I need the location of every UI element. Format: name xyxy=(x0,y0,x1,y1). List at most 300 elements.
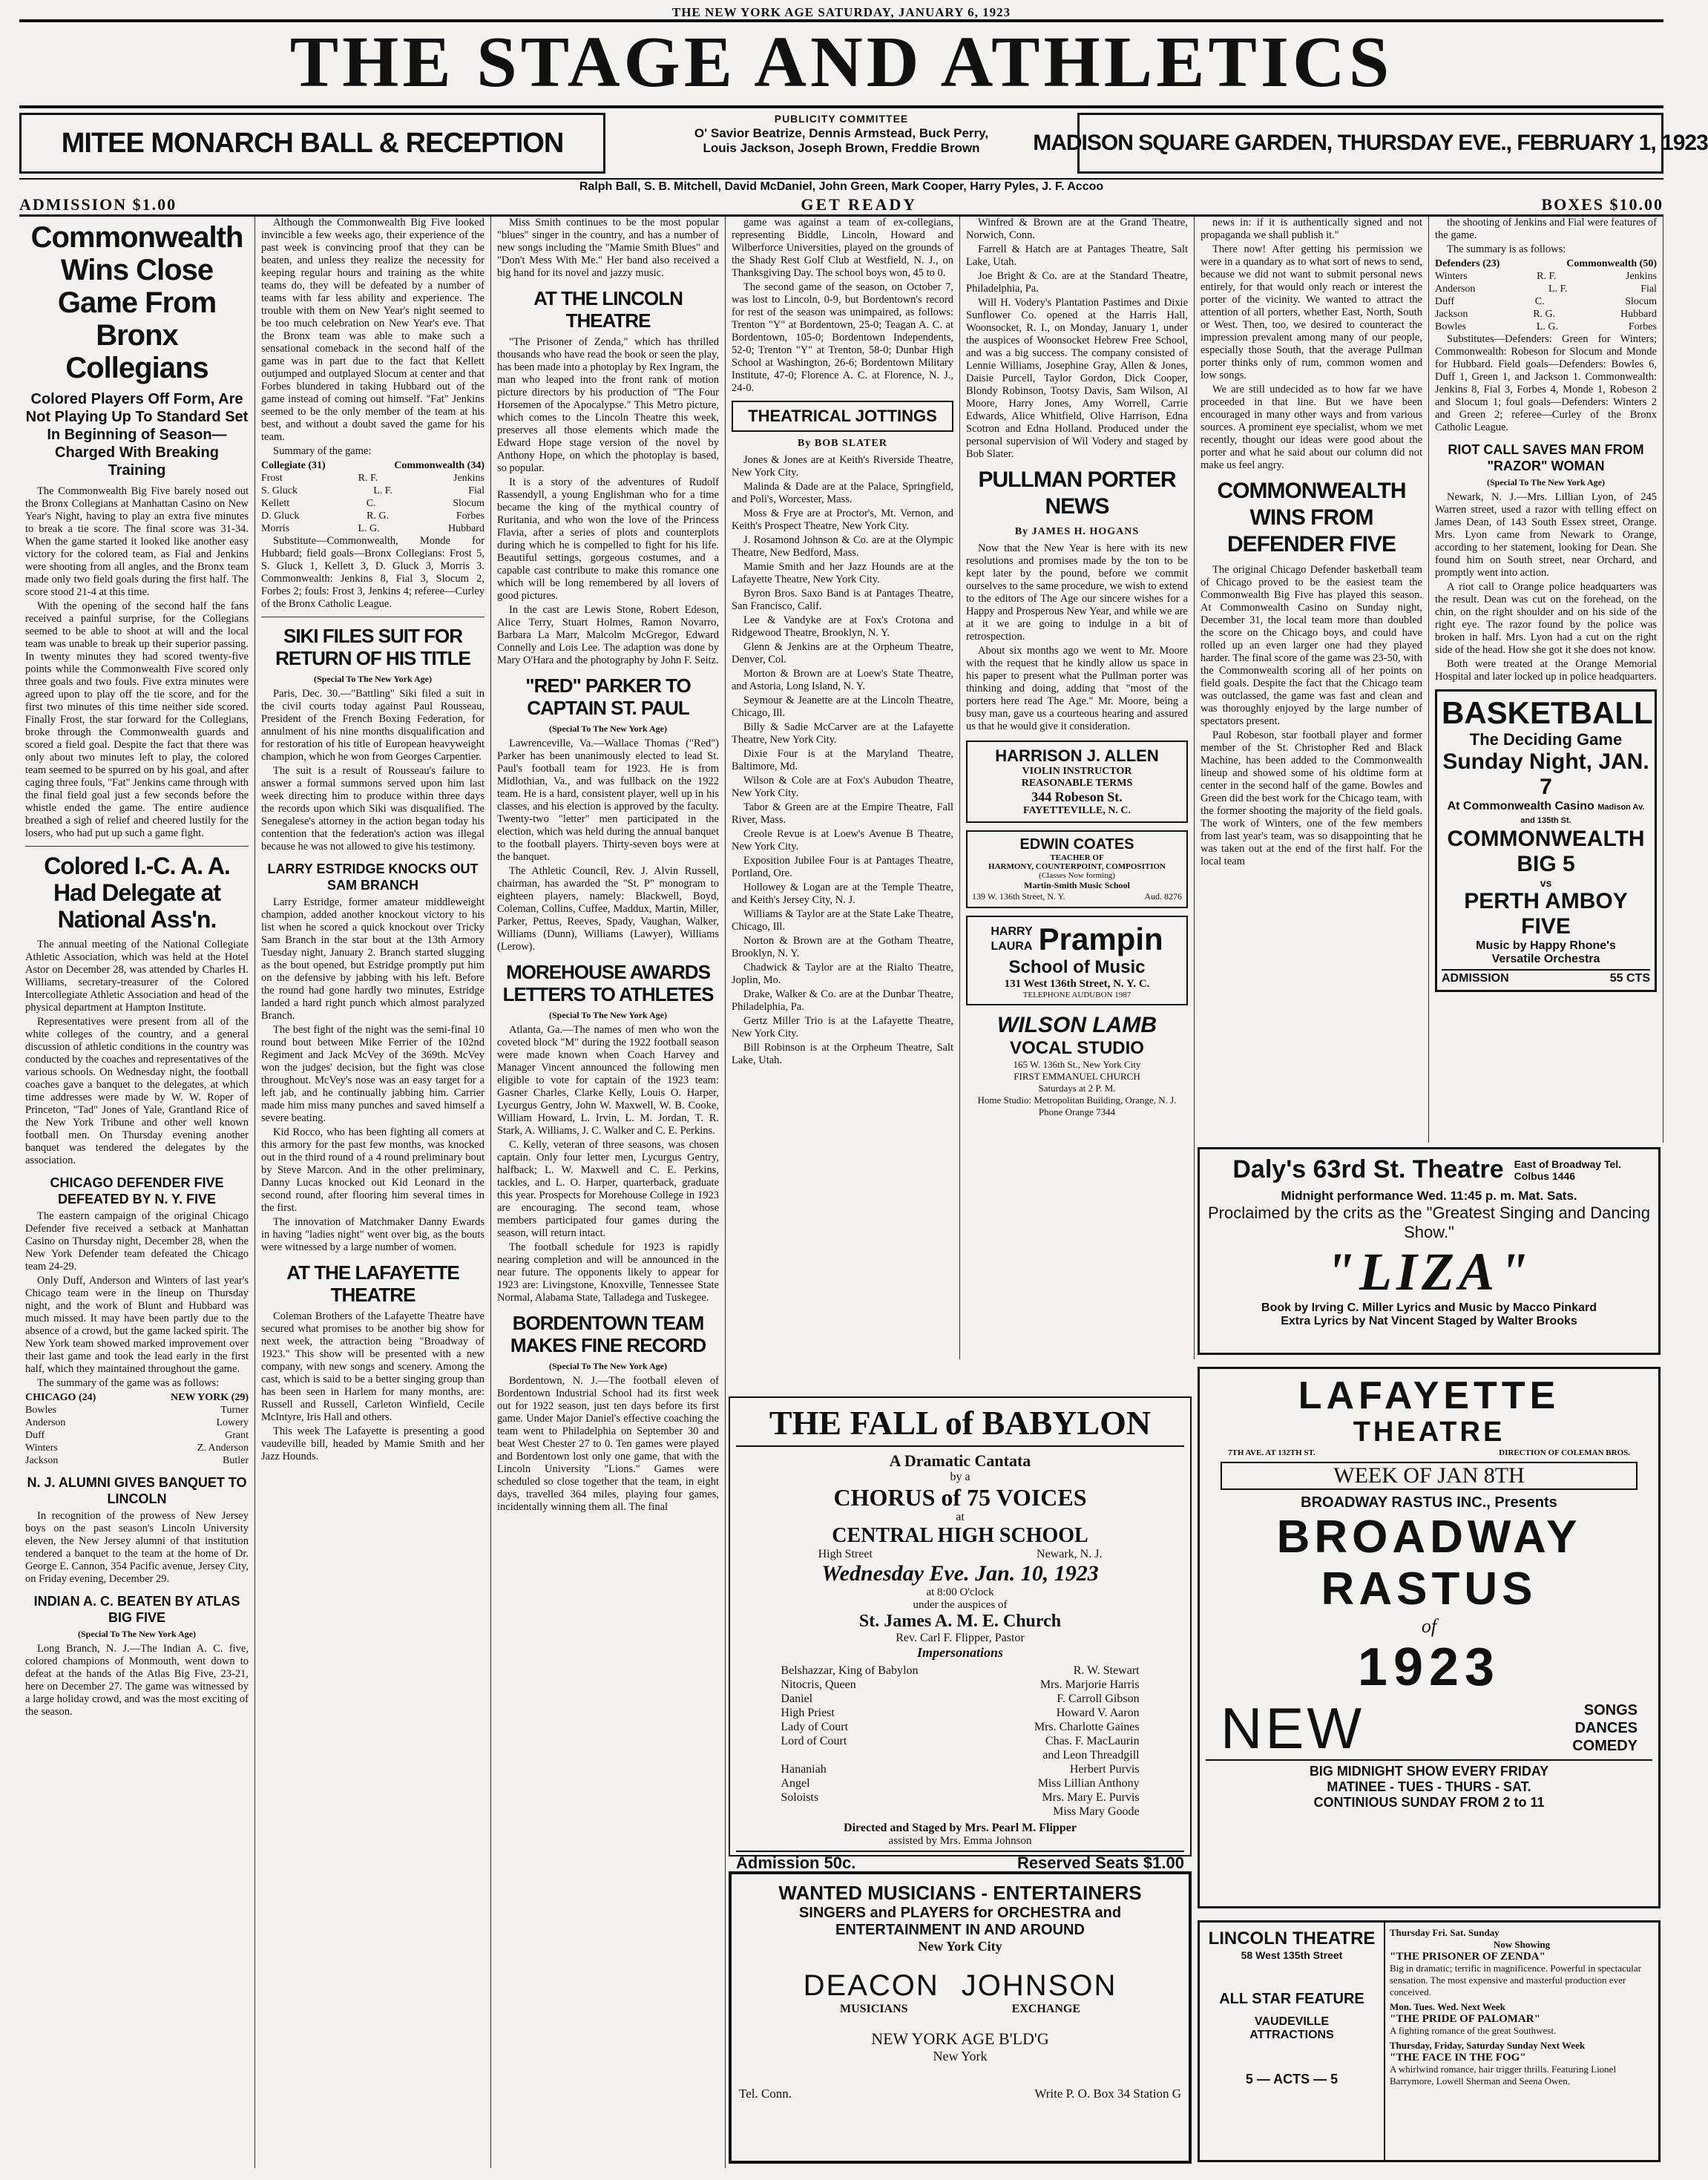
ad-line: Midnight performance Wed. 11:45 p. m. Mat. Sats. xyxy=(1281,1189,1577,1203)
ad-line: SINGERS and PLAYERS for ORCHESTRA and xyxy=(798,1905,1122,1921)
paragraph: In the cast are Lewis Stone, Robert Edeson, Alice Terry, Stuart Holmes, Ramon Novarro, Barbara La Marr, Malcolm McGregor, Edward Connelly and Lois Lee. The adaption was done by Mary O'Hara and the photography by John F. Seitz. xyxy=(497,604,719,666)
player: Jackson xyxy=(1435,309,1468,320)
ad-line: CHORUS of 75 VOICES xyxy=(833,1484,1087,1511)
ad-line: at xyxy=(956,1511,965,1523)
role: Daniel xyxy=(781,1693,813,1705)
box-score xyxy=(25,1391,249,1467)
player: Z. Anderson xyxy=(197,1442,249,1454)
headline: INDIAN A. C. BEATEN BY ATLAS BIG FIVE xyxy=(33,1594,240,1625)
ad-line: assisted by Mrs. Emma Johnson xyxy=(888,1835,1032,1847)
ad-line: A fighting romance of the great Southwest. xyxy=(1390,2025,1557,2036)
column-1 xyxy=(19,217,255,2168)
paragraph: Summary of the game: xyxy=(273,445,372,457)
ad-line: 5 — ACTS — 5 xyxy=(1245,2072,1339,2087)
ad-line: MATINEE - TUES - THURS - SAT. xyxy=(1327,1779,1531,1794)
columns-grid xyxy=(19,217,1663,2168)
ad-line: REASONABLE TERMS xyxy=(1021,778,1133,789)
paragraph: About six months ago we went to Mr. Moore with the request that he kindly allow us space in his paper to present what the Pullman porter was thinking and doing, adding that "most of the porters here read The Age." Mr. Moore, being a busy man, gave us a courteous hearing and assured us that he would give it consideration. xyxy=(966,645,1188,732)
list-item: Morton & Brown are at Loew's State Theatre, and Astoria, Long Island, N. Y. xyxy=(732,668,953,692)
sub-banner xyxy=(19,194,1663,217)
ad-line: PERTH AMBOY FIVE xyxy=(1464,889,1628,939)
ad-line: COMEDY xyxy=(1572,1738,1638,1754)
list-item: Farrell & Hatch are at Pantages Theatre, Salt Lake, Utah. xyxy=(966,243,1188,268)
article-body xyxy=(497,1375,719,1514)
list-item: Dixie Four is at the Maryland Theatre, Baltimore, Md. xyxy=(732,748,953,772)
headline: RIOT CALL SAVES MAN FROM "RAZOR" WOMAN xyxy=(1448,442,1644,473)
performer: Mrs. Charlotte Gaines xyxy=(1034,1721,1140,1733)
team-right: NEW YORK (29) xyxy=(171,1392,249,1403)
ad-line: Rev. Carl F. Flipper, Pastor xyxy=(896,1632,1025,1644)
paragraph: It is a story of the adventures of Rudolf Rassendyll, a young Englishman who for a time became the king of the mythical country of Ruritania, and who won the love of the Princess Flavia, after a series of plots and counterplots during which he is compelled to fight for his life. Beautiful settings, gorgeous costumes, and a capable cast contribute to make this romance one which will be long remembered by all lovers of good pictures. xyxy=(497,476,719,602)
ad-line: At Commonwealth Casino xyxy=(1447,800,1594,812)
player: Slocum xyxy=(453,498,485,509)
ad-line: of xyxy=(1421,1615,1437,1637)
player: Lowery xyxy=(216,1417,249,1428)
headline: AT THE LAFAYETTE THEATRE xyxy=(286,1261,459,1306)
ad-line: WEEK OF JAN 8TH xyxy=(1221,1462,1638,1490)
paragraph: The best fight of the night was the semi-final 10 round bout between Mike Ferrier of the 102nd Regiment and Jack McVey of the 369th. McVey won the judges' decision, but the fight was close throughout. McVey's nose was an easy target for a left jab, and he continually jabbing him. Carrier made him miss many punches and saved himself a severe beating. xyxy=(261,1024,485,1124)
performer: F. Carroll Gibson xyxy=(1057,1693,1140,1705)
ad-line: "THE PRISONER OF ZENDA" xyxy=(1390,1951,1546,1963)
ad-line: School of Music xyxy=(1008,957,1146,977)
ad-line: ENTERTAINMENT IN AND AROUND xyxy=(835,1922,1085,1938)
ad-line: TELEPHONE AUDUBON 1987 xyxy=(1022,991,1131,999)
ad-line: Newark, N. J. xyxy=(1037,1548,1103,1560)
ad-show-name: "LIZA" xyxy=(1325,1242,1533,1301)
ad-line: NEW YORK AGE B'LD'G xyxy=(871,2029,1049,2048)
article-body xyxy=(25,485,249,840)
article-body xyxy=(1435,217,1657,256)
headline: CHICAGO DEFENDER FIVE DEFEATED BY N. Y. FIVE xyxy=(50,1175,224,1206)
performer: Mrs. Marjorie Harris xyxy=(1039,1678,1140,1691)
article-body xyxy=(25,1643,249,1718)
article-body xyxy=(497,336,719,667)
list-item: Chadwick & Taylor are at the Rialto Theatre, Joplin, Mo. xyxy=(732,962,953,986)
paragraph: Atlanta, Ga.—The names of men who won the coveted block "M" during the 1922 football season were made known when Coach Harvey and Manager Vincent announced the following men eligible to vote for captain of the 1923 team: Gasner Charles, Clarke Kelly, Louis O. Harper, Lycurgus Gentry, John W. Maxwell, W. B. Cooke, William Howard, L. Irvin, L. M. Jordan, T. R. Stark, A. Williams, J. C. Walker and C. E. Perkins. xyxy=(497,1024,719,1137)
paragraph: The innovation of Matchmaker Danny Ewards in having "ladies night" went over big, as the bouts were witnessed by a large number of women. xyxy=(261,1216,485,1253)
ad-line: by a xyxy=(950,1471,970,1483)
performer: Miss Mary Goode xyxy=(1053,1805,1140,1818)
ad-line: 7TH AVE. AT 132TH ST. xyxy=(1228,1448,1316,1457)
player: Grant xyxy=(225,1430,249,1441)
player: Kellett xyxy=(261,498,290,509)
headline: AT THE LINCOLN THEATRE xyxy=(533,287,683,332)
ad-name: EDWIN COATES xyxy=(1019,836,1134,853)
player: Fial xyxy=(468,485,485,496)
ad-title: THEATRE xyxy=(1353,1416,1505,1448)
player: Jenkins xyxy=(1626,271,1657,282)
ad-wanted-musicians xyxy=(729,1871,1192,2164)
ad-line: Book by Irving C. Miller Lyrics and Music by Macco Pinkard xyxy=(1261,1301,1597,1314)
article-body xyxy=(25,1510,249,1586)
ad-line: Now Showing xyxy=(1493,1939,1551,1950)
player: Forbes xyxy=(456,510,485,522)
player: Fial xyxy=(1640,283,1657,295)
ad-show-name: RASTUS xyxy=(1321,1563,1537,1615)
kicker: (Special To The New York Age) xyxy=(548,1010,667,1020)
headline: Colored I.-C. A. A. Had Delegate at National Ass'n. xyxy=(44,853,230,933)
ad-prampin xyxy=(966,916,1188,1005)
headline: PULLMAN PORTER NEWS xyxy=(978,467,1176,519)
performer: Mrs. Mary E. Purvis xyxy=(1042,1791,1140,1804)
ad-line: FIRST EMMANUEL CHURCH xyxy=(1014,1071,1140,1082)
ad-line: SONGS xyxy=(1583,1702,1638,1718)
paragraph: Representatives were present from all of the white colleges of the country, and a general discussion of athletic conditions in the country was conducted by the coaches and representatives of the various schools. On Wednesday night, the football coaches gave a banquet to the delegates, at which time addresses were made by W. W. Roper of Princeton, "Tad" Jones of Yale, Grantland Rice of the New York Tribune and other well known football men. On Thursday evening another banquet was tendered the delegates by the association. xyxy=(25,1016,249,1166)
ad-line: under the auspices of xyxy=(913,1599,1008,1611)
committee-line: Louis Jackson, Joseph Brown, Freddie Brown xyxy=(703,141,980,155)
article-body xyxy=(497,217,719,280)
jottings-title-box xyxy=(732,401,953,432)
ad-line: New York City xyxy=(918,1939,1002,1954)
ad-line: HARMONY, COUNTERPOINT, COMPOSITION xyxy=(988,862,1166,871)
paragraph: Both were treated at the Orange Memorial Hospital and later locked up in police headquarters. xyxy=(1435,658,1657,683)
byline: By JAMES H. HOGANS xyxy=(1014,526,1140,537)
headline: N. J. ALUMNI GIVES BANQUET TO LINCOLN xyxy=(27,1475,247,1506)
ad-line: High Street xyxy=(818,1548,873,1560)
committee-line: O' Savior Beatrize, Dennis Armstead, Buck Perry, xyxy=(694,126,989,140)
paragraph: The Commonwealth Big Five barely nosed out the Bronx Collegians at Manhattan Casino on New Year's Night, having to play an extra five minutes to break a tie score. The final score was 31-34. When the game started it looked like another easy victory for the colored team, as Fial and Jenkins were shooting from all angles, and the Bronx team made only two field goals during the first half. The score stood 21-4 at this time. xyxy=(25,485,249,598)
team-right: Commonwealth (50) xyxy=(1566,258,1657,269)
top-banner-ad xyxy=(19,108,1708,180)
list-item: Bill Robinson is at the Orpheum Theatre, Salt Lake, Utah. xyxy=(732,1042,953,1066)
ad-line: BROADWAY RASTUS INC., Presents xyxy=(1301,1494,1557,1511)
ad-line: FAYETTEVILLE, N. C. xyxy=(1022,805,1131,816)
ad-line: MUSICIANS xyxy=(839,2003,908,2015)
ad-line: Proclaimed by the crits as the "Greatest Singing and Dancing Show." xyxy=(1207,1204,1650,1241)
paragraph: There now! After getting his permission we were in a quandary as to what sort of news to send, because we did not want to submit personal news entirely, for that would only reach or interest the porter of the vicinity. We wanted to attract the attention of all porters, whether East, North, South or West. Then, too, we desired to counteract the impression prevalent among many of our people, especially those South, that the average Pullman porter thinks only of rum, common women and low songs. xyxy=(1200,243,1422,381)
list-item: Glenn & Jenkins are at the Orpheum Theatre, Denver, Col. xyxy=(732,641,953,666)
ad-line: DIRECTION OF COLEMAN BROS. xyxy=(1499,1448,1630,1457)
headline: BORDENTOWN TEAM MAKES FINE RECORD xyxy=(510,1312,706,1356)
ad-name: HARRISON J. ALLEN xyxy=(995,746,1159,765)
paragraph: Paris, Dec. 30.—"Battling" Siki filed a suit in the civil courts today against Paul Rousseau, President of the French Boxing Federation, for annulment of his nine months disqualification and for restoration of his title of European heavyweight champion, which he won from Georges Carpentier. xyxy=(261,688,485,763)
performer: Herbert Purvis xyxy=(1069,1763,1140,1776)
list-item: Norton & Brown are at the Gotham Theatre, Brooklyn, N. Y. xyxy=(732,935,953,959)
masthead-title: THE STAGE AND ATHLETICS xyxy=(289,22,1393,102)
list-item: Malinda & Dade are at the Palace, Springfield, and Poli's, Worcester, Mass. xyxy=(732,481,953,505)
banner-left: MITEE MONARCH BALL & RECEPTION xyxy=(19,113,605,174)
article-body xyxy=(966,217,1188,461)
ad-line: Saturdays at 2 P. M. xyxy=(1038,1083,1116,1094)
ad-line: HARRY xyxy=(991,925,1033,938)
paragraph: Only Duff, Anderson and Winters of last year's Chicago team were in the lineup on Thursday night, and the work of Blunt and Hubbard was much missed. It may have been partly due to the absence of a crowd, but the game lacked spirit. The New York team showed marked improvement over their last game and took the lead early in the first half, which they maintained throughout the game. xyxy=(25,1275,249,1375)
list-item: J. Rosamond Johnson & Co. are at the Olympic Theatre, New Bedford, Mass. xyxy=(732,534,953,559)
get-ready-text: GET READY xyxy=(801,194,918,214)
paragraph: The annual meeting of the National Collegiate Athletic Association, which was held at the Hotel Astor on December 28, was attended by Charles H. Williams, secretary-treasurer of the Colored Intercollegiate Athletic Association and head of the physical department at Hampton Institute. xyxy=(25,939,249,1014)
ad-line: Music by Happy Rhone's xyxy=(1476,939,1616,952)
list-item: Winfred & Brown are at the Grand Theatre, Norwich, Conn. xyxy=(966,217,1188,241)
ad-show-name: BROADWAY xyxy=(1276,1511,1582,1563)
list-item: Gertz Miller Trio is at the Lafayette Theatre, New York City. xyxy=(732,1015,953,1040)
ad-name: DEACON xyxy=(803,1969,939,2002)
list-item: Tabor & Green are at the Empire Theatre, Fall River, Mass. xyxy=(732,801,953,826)
ad-line: New York xyxy=(933,2049,988,2064)
kicker: (Special To The New York Age) xyxy=(1486,477,1605,487)
position: L. F. xyxy=(373,485,392,496)
paragraph: The football schedule for 1923 is rapidly nearing completion and will be announced in the near future. The opponents likely to appear for 1923 are: Livingstone, Knoxville, Tennessee State Normal, Alabama State, Talladega and Tuskegee. xyxy=(497,1241,719,1304)
ad-name: WILSON LAMB xyxy=(997,1013,1157,1037)
article-body xyxy=(261,217,485,458)
ad-line: EXCHANGE xyxy=(1011,2003,1081,2015)
role: Lady of Court xyxy=(781,1721,849,1733)
team-left: Collegiate (31) xyxy=(261,460,326,471)
headline: COMMONWEALTH WINS FROM DEFENDER FIVE xyxy=(1217,479,1406,557)
article-body xyxy=(261,896,485,1254)
position: L. G. xyxy=(358,523,380,534)
paragraph: Coleman Brothers of the Lafayette Theatre have secured what promises to be another big show for next week, the attraction being "Broadway of 1923." This show will be presented with a new company, with new songs and scenery. Among the cast, which is said to be a better singing group than has been seen in Harlem for many months, are: Russell and Russell, Carleton Winfield, Cecile McIntyre, Iris Hall and others. xyxy=(261,1310,485,1423)
paragraph: The original Chicago Defender basketball team of Chicago proved to be the easiest team the Commonwealth Big Five has played this season. At Commonwealth Casino on Sunday night, December 31, the local team more than doubled the score on the Chicago boys, and could have rolled up an even larger one had they played harder. The final score of the game was 23-50, with the Commonwealth scoring all of her points on field goals. Despite the fact that the Chicago team was outclassed, the game was fast and clean and was thoroughly enjoyed by the large number of spectators present. xyxy=(1200,564,1422,727)
paragraph: Newark, N. J.—Mrs. Lillian Lyon, of 245 Warren street, used a razor with telling effect on James Dean, of 143 South Essex street, Orange. Mrs. Lyon came from Newark to Orange, according to her statement, looking for Dean. She found him on South street, near Orchard, and promptly went into action. xyxy=(1435,491,1657,579)
article-body xyxy=(732,217,953,395)
paragraph: The suit is a result of Rousseau's failure to answer a formal summons served upon him last week directing him to produce within three days the records upon which Siki was disqualified. The Senegalese's attorney in the action began today his contention that the federation's action was illegal because he was not allowed to give his testimony. xyxy=(261,765,485,853)
ad-line: The Deciding Game xyxy=(1469,730,1623,749)
admission-text: ADMISSION $1.00 xyxy=(19,194,177,214)
role: Soloists xyxy=(781,1791,819,1804)
article-body xyxy=(261,1310,485,1463)
paragraph: Will H. Vodery's Plantation Pastimes and Dixie Sunflower Co. opened at the Harris Hall, Woonsocket, R. I., on Monday, January 1, under the auspices of Woonsocket Hebrew Free School, and was a big success. The company consisted of Lennie Williams, Josephine Gray, Allen & Jones, Daisie Purcell, Taylor Gordon, Dick Cooper, Blondy Robinson, Tootsy Davis, Sam Wilson, Al Moore, Harry Jones, Amy Worrell, Carrie Edwards, Alice Whitfield, Olive Harrison, Edna Scotron and Edna Holland. Produced under the personal supervision of Wil Vodery and staged by Bob Slater. xyxy=(966,297,1188,460)
list-item: Jones & Jones are at Keith's Riverside Theatre, New York City. xyxy=(732,454,953,479)
article-body xyxy=(1200,564,1422,868)
role: Hananiah xyxy=(781,1763,827,1776)
ad-title: Daly's 63rd St. Theatre xyxy=(1232,1155,1504,1183)
ad-wilson-lamb xyxy=(966,1013,1188,1118)
ad-name: Prampin xyxy=(1038,922,1163,956)
paragraph: game was against a team of ex-collegians, representing Biddle, Lincoln, Howard and Wilberforce Universities, played on the grounds of the Shady Rest Golf Club at Westfield, N. J., on Thanksgiving Day. The school boys won, 45 to 0. xyxy=(732,217,953,279)
byline: By BOB SLATER xyxy=(798,438,887,449)
paragraph: Lawrenceville, Va.—Wallace Thomas ("Red") Parker has been unanimously elected to lead St. Paul's football team for 1923. He is from Midlothian, Va., and was fullback on the 1922 team. He is a hard, consistent player, well up in his classes, and his election is approved by the faculty. Twenty-two "letter" men participated in the election, which was held during the annual banquet to the football players. Thirty-seven boys were at the banquet. xyxy=(497,738,719,863)
paragraph: The second game of the season, on October 7, was lost to Lincoln, 0-9, but Bordentown's record for rest of the season was unimpaired, as follows: Trenton "Y" at Bordentown, 25-0; Teagan A. C. at Bordentown, 105-0; Bordentown Independents, 52-0; Trenton "Y" at Trenton, 58-0; Dunbar High School at Washington, 26-6; Bordentown Military Institute, 47-0; Florence A. C. at Florence, N. J., 24-0. xyxy=(732,281,953,394)
article-body xyxy=(497,738,719,953)
list-item: Byron Bros. Saxo Band is at Pantages Theatre, San Francisco, Calif. xyxy=(732,588,953,612)
column-7 xyxy=(1429,217,1663,1143)
ad-line: Wednesday Eve. Jan. 10, 1923 xyxy=(821,1561,1099,1586)
column-6 xyxy=(1195,217,1429,1143)
ad-line: A Dramatic Cantata xyxy=(889,1451,1031,1470)
ad-lafayette-theatre xyxy=(1198,1367,1661,1908)
performer: Miss Lillian Anthony xyxy=(1037,1777,1140,1790)
player: Jackson xyxy=(25,1455,59,1466)
list-item: Drake, Walker & Co. are at the Dunbar Theatre, Philadelphia, Pa. xyxy=(732,988,953,1013)
list-item: Seymour & Jeanette are at the Lincoln Theatre, Chicago, Ill. xyxy=(732,695,953,719)
performer: Chas. F. MacLaurin xyxy=(1045,1735,1140,1747)
paragraph: The Athletic Council, Rev. J. Alvin Russell, chairman, has awarded the "St. P" monogram to eighteen players, namely: Blackwell, Boyd, Coleman, Collins, Cuffee, Maddux, Martin, Miller, Parker, Pettus, Reeves, Spady, Vaughan, Walker, Williams (Dunn), Williams (Lawyer), Williams (Lerow). xyxy=(497,865,719,953)
paragraph: We are still undecided as to how far we have proceeded in that line. But we have been encouraged in many other ways and from various sources. A prominent eye specialist, whom we met recently, thought our ideas were good about the porter and what he said about our column did not make us feel angry. xyxy=(1200,384,1422,471)
ad-line: "THE FACE IN THE FOG" xyxy=(1390,2052,1526,2064)
ad-line: DANCES xyxy=(1574,1720,1638,1736)
article-body xyxy=(261,535,485,611)
ad-lincoln-theatre xyxy=(1198,1920,1661,2162)
team-left: CHICAGO (24) xyxy=(25,1392,96,1403)
position: L. F. xyxy=(1548,283,1568,295)
ad-line: vs xyxy=(1540,877,1552,889)
article-body xyxy=(1435,333,1657,434)
player: Forbes xyxy=(1628,321,1657,332)
ad-line: at 8:00 O'clock xyxy=(926,1586,994,1598)
ad-line: CENTRAL HIGH SCHOOL xyxy=(832,1524,1088,1547)
paragraph: Substitute—Commonwealth, Monde for Hubbard; field goals—Bronx Collegians: Frost 5, S. Gluck 1, Kellett 3, D. Gluck 3, Morris 3. Commonwealth: Jenkins 8, Fial 3, Slocum 2, Forbes 2; fouls: Frost 3, Jenkins 4; referee—Curley of the Bronx Catholic League. xyxy=(261,535,485,610)
box-score xyxy=(261,459,485,535)
ad-title: LINCOLN THEATRE xyxy=(1208,1928,1376,1948)
boxes-text: BOXES $10.00 xyxy=(1541,194,1663,214)
ad-line: NEW xyxy=(1221,1695,1364,1761)
paragraph: Although the Commonwealth Big Five looked invincible a few weeks ago, their experience of the past week is convincing proof that they can be beaten, and unless they realize the necessity for keeping regular hours and training as the white teams do, they will be defeated by a number of teams with far less ability and experience. The trouble with them on New Year's night seemed to be too much celebration on New Year's eve. That the Bronx team was able to make such a sensational comeback in the second half of the game was in part due to the fact that Kellett outjumped and outplayed Slocum at center and that Forbes blundered in taking Hubbard out of the game instead of coming out himself. "Fat" Jenkins seemed to be the only member of the team at his best, and without a doubt saved the game for his team. xyxy=(261,217,485,443)
paragraph: Long Branch, N. J.—The Indian A. C. five, colored champions of Monmouth, went down to defeat at the hands of the Atlas Big Five, 23-21, here on December 27. The game was witnessed by a large holiday crowd, and was the most exciting of the season. xyxy=(25,1643,249,1718)
reserved-price: Reserved Seats $1.00 xyxy=(1016,1854,1184,1872)
ad-line: VOCAL STUDIO xyxy=(1010,1038,1144,1058)
player: Turner xyxy=(220,1405,249,1416)
ad-line: Sunday Night, JAN. 7 xyxy=(1442,749,1649,799)
player: Jenkins xyxy=(453,473,485,484)
position: R. G. xyxy=(1533,309,1556,320)
performer: R. W. Stewart xyxy=(1073,1664,1140,1677)
article-body xyxy=(497,1024,719,1304)
kicker: (Special To The New York Age) xyxy=(313,674,432,684)
ad-basketball xyxy=(1435,689,1657,992)
admission-price: Admission 50c. xyxy=(736,1854,856,1872)
ad-line: BIG MIDNIGHT SHOW EVERY FRIDAY xyxy=(1206,1759,1652,1779)
ad-line: Big in dramatic; terrific in magnificence. Powerful in spectacular sensation. The most expensive and masterful production ever conceived. xyxy=(1390,1963,1641,1997)
article-body xyxy=(25,1210,249,1390)
ad-year: 1923 xyxy=(1357,1638,1501,1697)
paragraph: The eastern campaign of the original Chicago Defender five received a setback at Manhattan Casino on Thursday night, December 28, when the New York Defender team defeated the Chicago team 24-29. xyxy=(25,1210,249,1273)
ad-line: "THE PRIDE OF PALOMAR" xyxy=(1390,2013,1540,2025)
list-item: Williams & Taylor are at the State Lake Theatre, Chicago, Ill. xyxy=(732,908,953,933)
player: Anderson xyxy=(1435,283,1476,295)
ad-line: TEACHER OF xyxy=(1050,853,1104,862)
ad-line: Aud. 8276 xyxy=(1144,891,1182,902)
ad-title: WANTED MUSICIANS - ENTERTAINERS xyxy=(778,1882,1142,1904)
player: Anderson xyxy=(25,1417,66,1428)
article-body xyxy=(1200,217,1422,472)
kicker: (Special To The New York Age) xyxy=(77,1629,196,1639)
headline: LARRY ESTRIDGE KNOCKS OUT SAM BRANCH xyxy=(267,861,479,893)
position: C. xyxy=(366,498,376,509)
team-left: Defenders (23) xyxy=(1435,258,1500,269)
player: D. Gluck xyxy=(261,510,300,522)
ad-edwin-coates xyxy=(966,830,1188,908)
list-item: Billy & Sadie McCarver are at the Lafayette Theatre, New York City. xyxy=(732,721,953,746)
deck: Colored Players Off Form, Are Not Playing Up To Standard Set In Beginning of Season—Charged With Breaking Training xyxy=(25,391,249,479)
list-item: Exposition Jubilee Four is at Pantages Theatre, Portland, Ore. xyxy=(732,855,953,879)
paragraph: Larry Estridge, former amateur middleweight champion, added another knockout victory to his list when he scored a quick knockout over Tricky Sam Branch in the star bout at the 13th Armory Tuesday night, January 2. Branch started slugging as the bout opened, but Estridge promptly put him on the defensive by jabbing with his left. Before the round had gone hardly two minutes, Estridge landed a hard right punch which almost paralyzed Branch. xyxy=(261,896,485,1022)
paragraph: This week The Lafayette is presenting a good vaudeville bill, headed by Mamie Smith and her Jazz Hounds. xyxy=(261,1425,485,1462)
roles-list xyxy=(781,1664,1139,1819)
performer: and Leon Threadgill xyxy=(1042,1749,1140,1762)
role: High Priest xyxy=(781,1707,835,1719)
role: Angel xyxy=(781,1777,810,1790)
ad-line: Tel. Conn. xyxy=(739,2087,792,2101)
ad-line: Extra Lyrics by Nat Vincent Staged by Walter Brooks xyxy=(1281,1315,1577,1327)
ad-line: 55 CTS xyxy=(1609,972,1650,985)
article-body xyxy=(1435,491,1657,683)
ad-line: 139 W. 136th Street, N. Y. xyxy=(972,891,1065,902)
section-title: THEATRICAL JOTTINGS xyxy=(748,407,937,425)
ad-line: LAURA xyxy=(991,940,1033,953)
player: Frost xyxy=(261,473,283,484)
role: Nitocris, Queen xyxy=(781,1678,856,1691)
kicker: (Special To The New York Age) xyxy=(548,1361,667,1371)
paragraph: Paul Robeson, star football player and former member of the St. Christopher Red and Black Machine, has been added to the Commonwealth lineup and showed some of his oldtime form at center in the second half of the game. Bowles and Green did the best work for the Chicago team, with the former shooting the majority of the field goals. The work of Winters, one of the few members from last year's team, was so disappointing that he was taken out at the end of the first half. For the local team xyxy=(1200,729,1422,867)
player: Bowles xyxy=(25,1405,56,1416)
ad-harrison-allen xyxy=(966,741,1188,823)
ad-line: Write P. O. Box 34 Station G xyxy=(1034,2087,1181,2101)
player: Hubbard xyxy=(1620,309,1657,320)
article-body xyxy=(966,542,1188,733)
position: R. F. xyxy=(1537,271,1557,282)
team-right: Commonwealth (34) xyxy=(394,460,485,471)
ad-line: Thursday, Friday, Saturday Sunday Next Week xyxy=(1390,2040,1586,2051)
position: C. xyxy=(1534,296,1545,307)
ad-line: 344 Robeson St. xyxy=(1031,789,1123,804)
list-item: Mamie Smith and her Jazz Hounds are at the Lafayette Theatre, New York City. xyxy=(732,561,953,585)
box-score xyxy=(1435,257,1657,333)
jottings-list xyxy=(732,454,953,1067)
ad-dalys-theatre xyxy=(1198,1147,1661,1355)
player: Hubbard xyxy=(447,523,485,534)
performer: Howard V. Aaron xyxy=(1056,1707,1140,1719)
paragraph: With the opening of the second half the fans received a painful surprise, for the Collegians seemed to be able to shoot at will and the local team was unable to break up their superior passing. In twenty minutes they had scored twenty-five points while the Commonwealth Five scored only three goals and two fouls. Five extra minutes were agreed upon to play off the tie score, and for the first two minutes of this time neither side scored. Finally Frost, the star forward for the Collegians, broke through the Commonwealth guards and scored a field goal. Despite the fact that there was only about two minutes left to play, the colored team seemed to be spurred on by his goal, and after caging three fouls, "Fat" Jenkins came through with the final field goal just a few seconds before the whistle ended the game. The entire audience breathed a sigh of relief and cheered lustily for the losers, who had put up such a game fight. xyxy=(25,600,249,839)
ad-line: ALL STAR FEATURE xyxy=(1219,1991,1364,2007)
headline: "RED" PARKER TO CAPTAIN ST. PAUL xyxy=(525,674,691,719)
banner-right: MADISON SQUARE GARDEN, THURSDAY EVE., FEBRUARY 1, 1923 xyxy=(1077,113,1663,174)
headline: MOREHOUSE AWARDS LETTERS TO ATHLETES xyxy=(502,961,714,1005)
headline: Commonwealth Wins Close Game From Bronx Collegians xyxy=(30,221,243,384)
role: Belshazzar, King of Babylon xyxy=(781,1664,919,1677)
column-5 xyxy=(960,217,1195,1359)
ad-line: Phone Orange 7344 xyxy=(1038,1106,1116,1117)
list-item: Lee & Vandyke are at Fox's Crotona and Ridgewood Theatre, Brooklyn, N. Y. xyxy=(732,614,953,639)
committee-title: PUBLICITY COMMITTEE xyxy=(774,113,909,125)
paragraph: C. Kelly, veteran of three seasons, was chosen captain. Only four letter men, Lycurgus Gentry, halfback; L. W. Maxwell and C. E. Perkins, tackles, and L. O. Harper, quarterback, graduate this year. Prospects for Morehouse College in 1923 are encouraging. The second team, whose members participated four games during the season, will return intact. xyxy=(497,1139,719,1239)
ad-line: A whirlwind romance, hair trigger thrills. Featuring Lionel Barrymore, Lowell Sherman and Seena Owen. xyxy=(1390,2064,1617,2087)
article-body xyxy=(25,939,249,1167)
paragraph: news in: if it is authentically signed and not propaganda we shall publish it." xyxy=(1200,217,1422,241)
ad-line: VIOLIN INSTRUCTOR xyxy=(1022,766,1132,777)
ad-line: 131 West 136th Street, N. Y. C. xyxy=(1004,978,1150,990)
paragraph: "The Prisoner of Zenda," which has thrilled thousands who have read the book or seen the play, has been made into a photoplay by Rex Ingram, the man who leaped into the front rank of motion picture directors by his production of "The Four Horsemen of the Apocalypse." This Metro picture, which comes to the Lincoln Theatre this week, preserves all those elements which made the Edward Hope stage version of the novel by Anthony Hope, on which the photoplay is based, so popular. xyxy=(497,336,719,474)
ad-line: COMMONWEALTH BIG 5 xyxy=(1447,827,1645,876)
paragraph: The summary of the game was as follows: xyxy=(37,1377,220,1389)
ad-line: CONTINIOUS SUNDAY FROM 2 to 11 xyxy=(1313,1795,1545,1810)
list-item: Moss & Frye are at Proctor's, Mt. Vernon, and Keith's Prospect Theatre, New York City. xyxy=(732,508,953,532)
ad-line: 165 W. 136th St., New York City xyxy=(1013,1059,1141,1070)
column-2 xyxy=(255,217,491,2168)
ad-line: East of Broadway Tel. Colbus 1446 xyxy=(1514,1158,1622,1182)
ad-title: LAFAYETTE xyxy=(1298,1374,1560,1417)
position: L. G. xyxy=(1536,321,1559,332)
paragraph: Substitutes—Defenders: Green for Winters; Commonwealth: Robeson for Slocum and Monde for Hubbard. Field goals—Defenders: Bowles 6, Duff 1, Green 1, and Jackson 1. Commonwealth: Jenkins 8, Fial 3, Forbes 4, Monde 1, Robeson 2 and Slocum 1; foul goals—Defenders: Winters 2 and Green 2; referee—Curley of the Bronx Catholic League. xyxy=(1435,333,1657,433)
column-3 xyxy=(491,217,726,2168)
paragraph: Kid Rocco, who has been fighting all comers at this armory for the past few months, was knocked out in the third round of a 4 round preliminary bout by Steve Marcon. And in the other preliminary, Danny Lucas knocked out Kid Leonard in the second round, after flooring him several times in the first. xyxy=(261,1126,485,1214)
ad-line: ADMISSION xyxy=(1442,972,1509,985)
paragraph: Now that the New Year is here with its new resolutions and promises made by the ton to be kept later by the pound, before we commit ourselves to the same procedure, we wish to extend to the editors of The Age our sincere wishes for a Happy and Prosperous New Year, and while we are at it we are going to indulge in a bit of retrospection. xyxy=(966,542,1188,643)
ad-line: Home Studio: Metropolitan Building, Orange, N. J. xyxy=(977,1094,1177,1106)
column-4 xyxy=(726,217,960,1359)
player: Butler xyxy=(223,1455,249,1466)
paragraph: A riot call to Orange police headquarters was the result. Dean was cut on the forehead, on the chin, on the right shoulder and on his side of the right eye. The razor found by the police was broken in half. Mrs. Lyon had a cut on the right side of the head. How she got it she does not know. xyxy=(1435,581,1657,656)
player: Bowles xyxy=(1435,321,1466,332)
position: R. G. xyxy=(367,510,390,522)
committee-line-3: Ralph Ball, S. B. Mitchell, David McDaniel, John Green, Mark Cooper, Harry Pyles, J. F. Accoo xyxy=(579,180,1104,193)
ad-line: ATTRACTIONS xyxy=(1249,2029,1334,2041)
ad-line: Directed and Staged by Mrs. Pearl M. Flipper xyxy=(844,1822,1077,1834)
player: S. Gluck xyxy=(261,485,298,496)
player: Winters xyxy=(1435,271,1468,282)
ad-line: 58 West 135th Street xyxy=(1241,1949,1343,1961)
ad-title: THE FALL of BABYLON xyxy=(736,1404,1184,1447)
running-header: THE NEW YORK AGE SATURDAY, JANUARY 6, 1923 xyxy=(671,5,1011,19)
ad-fall-of-babylon xyxy=(729,1396,1192,1872)
